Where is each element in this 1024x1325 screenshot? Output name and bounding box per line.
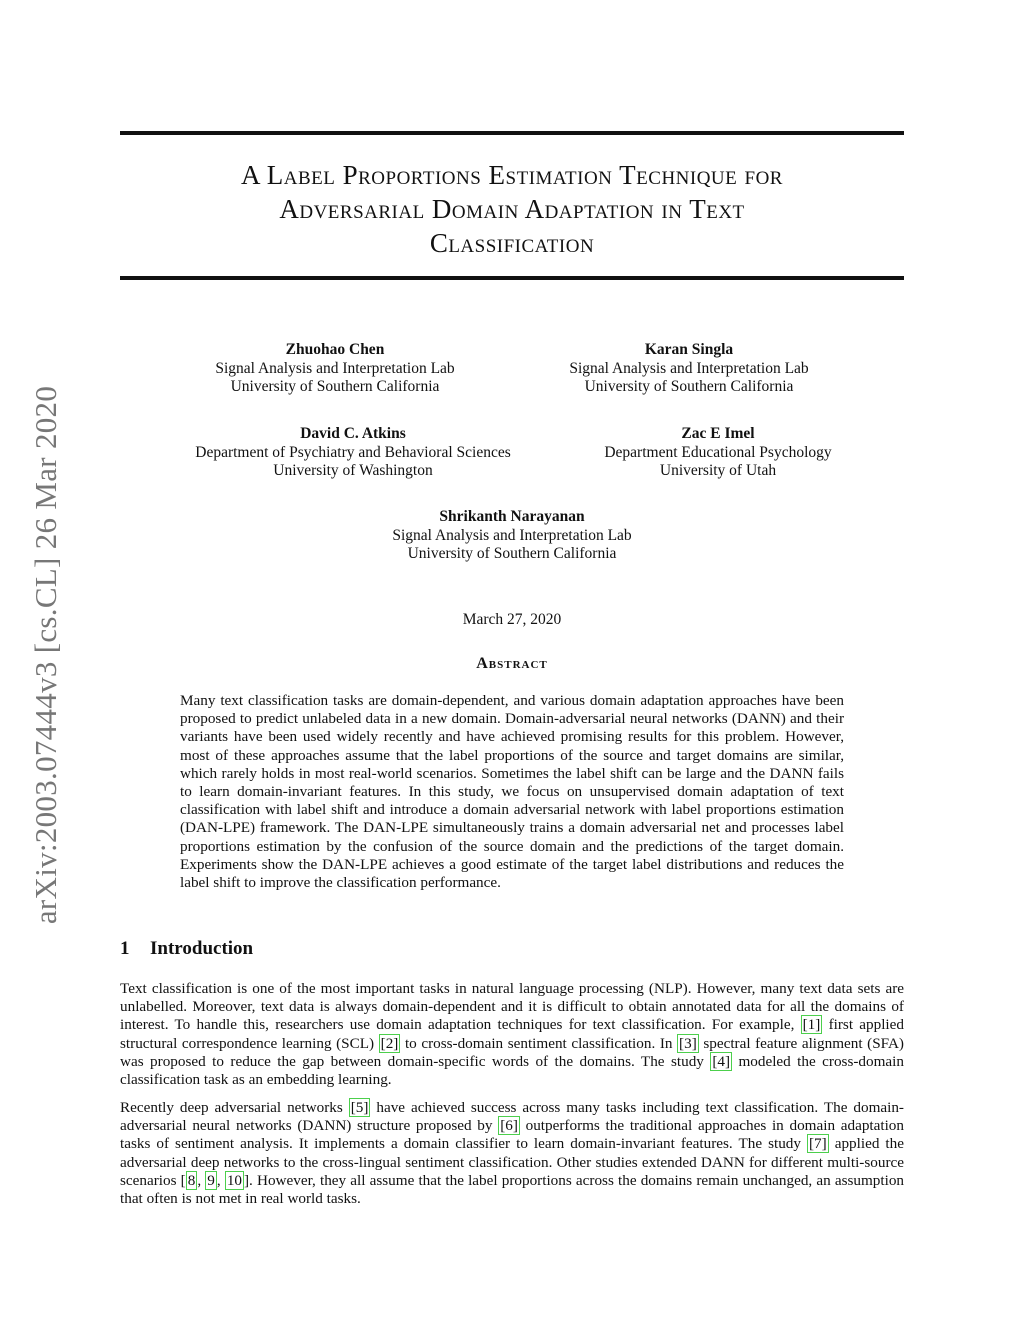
paragraph-text: have achieved success across many tasks including text classification. The domain-adversarial neural networks (DANN) structure proposed by [120, 1099, 904, 1135]
citation-link[interactable]: [7] [809, 1135, 827, 1153]
author-name: Zhuohao Chen [285, 341, 385, 358]
paragraph-text: applied the adversarial deep networks to the cross-lingual sentiment classification. Other studies extended DANN for different multi-source scenarios [ [120, 1135, 904, 1189]
citation-link[interactable]: 10 [226, 1171, 242, 1189]
citation-link[interactable]: 8 [187, 1171, 196, 1189]
author-institution: University of Southern California [584, 378, 794, 395]
author-block [530, 341, 848, 397]
title-line: Adversarial Domain Adaptation in Text [279, 194, 745, 224]
paragraph-text: first applied structural correspondence learning (SCL) [120, 1016, 904, 1052]
section-title: Introduction [150, 938, 254, 959]
title-line: A Label Proportions Estimation Technique for [241, 160, 783, 190]
paper-title [120, 158, 904, 260]
citation-link[interactable]: [1] [802, 1016, 821, 1034]
paragraph-text: Recently deep adversarial networks [120, 1099, 349, 1116]
author-block [170, 425, 536, 481]
abstract-heading: Abstract [476, 655, 548, 672]
section-heading [120, 938, 253, 960]
author-institution: University of Southern California [230, 378, 440, 395]
author-affiliation: Department Educational Psychology [604, 443, 832, 461]
section-number: 1 [120, 938, 130, 959]
abstract-text: Many text classification tasks are domain-dependent, and various domain adaptation approaches have been proposed to predict unlabeled data in a new domain. Domain-adversarial neural networks (DANN) and their variants have been used widely recently and have achieved promising results for this problem. However, most of these approaches assume that the label proportions of the source and target domains are similar, which rarely holds in most real-world scenarios. Sometimes the label shift can be large and the DANN fails to learn domain-invariant features. In this study, we focus on unsupervised domain adaptation of text classification with label shift and introduce a domain adversarial network with label proportions estimation (DAN-LPE) framework. The DAN-LPE simultaneously trains a domain adversarial net and processes label proportions estimation by the confusion of the source domain and the predictions of the target domain. Experiments show the DAN-LPE achieves a good estimate of the target label distributions and reduces the label shift to improve the classification performance. [180, 692, 844, 892]
author-block [560, 425, 876, 481]
citation-link[interactable]: [2] [380, 1034, 399, 1052]
intro-paragraph-1 [120, 980, 904, 1089]
author-institution: University of Utah [659, 462, 777, 479]
citation-link[interactable]: [3] [679, 1034, 697, 1052]
author-affiliation: Signal Analysis and Interpretation Lab [215, 359, 455, 377]
citation-link[interactable]: [4] [712, 1052, 731, 1070]
citation-link[interactable]: [5] [350, 1099, 369, 1116]
author-affiliation: Signal Analysis and Interpretation Lab [569, 359, 809, 377]
title-rule-bottom [120, 276, 904, 280]
paragraph-text: ]. However, they all assume that the label proportions across the domains remain unchanged, an assumption that often is not met in real world tasks. [120, 1171, 905, 1208]
paragraph-text: modeled the cross-domain classification task as an embedding learning. [120, 1052, 904, 1089]
paragraph-text: Text classification is one of the most important tasks in natural language processing (NLP). However, many text data sets are unlabelled. Moreover, text data is always domain-dependent and it is difficult to obtain annotated data for all the domains of interest. To handle this, researchers use domain adaptation techniques for text classification. For example, [120, 980, 904, 1034]
paragraph-text: outperforms the traditional approaches in domain adaptation tasks of sentiment analysis. It implements a domain classifier to learn domain-invariant features. The study [120, 1117, 904, 1153]
citation-link[interactable]: 9 [207, 1171, 215, 1189]
author-name: Karan Singla [644, 341, 734, 358]
author-name: David C. Atkins [300, 425, 406, 442]
arxiv-identifier[interactable]: arXiv:2003.07444v3 [cs.CL] 26 Mar 2020 [28, 385, 63, 925]
intro-paragraph-2 [120, 1099, 904, 1208]
author-block [175, 341, 495, 397]
author-affiliation: Signal Analysis and Interpretation Lab [392, 526, 632, 544]
publication-date: March 27, 2020 [462, 611, 562, 628]
author-institution: University of Washington [273, 462, 433, 479]
paragraph-text: to cross-domain sentiment classification. In [400, 1034, 678, 1052]
author-block [330, 508, 694, 564]
author-institution: University of Southern California [407, 545, 617, 562]
paragraph-text: , [197, 1171, 206, 1189]
title-line: Classification [429, 228, 595, 258]
author-affiliation: Department of Psychiatry and Behavioral Sciences [195, 443, 511, 461]
paragraph-text: spectral feature alignment (SFA) was proposed to reduce the gap between domain-specific words of the domains. The study [120, 1034, 904, 1070]
author-name: Zac E Imel [681, 425, 755, 442]
paragraph-text: , [216, 1171, 225, 1189]
author-name: Shrikanth Narayanan [439, 508, 585, 525]
title-rule-top [120, 131, 904, 135]
citation-link[interactable]: [6] [500, 1117, 518, 1135]
